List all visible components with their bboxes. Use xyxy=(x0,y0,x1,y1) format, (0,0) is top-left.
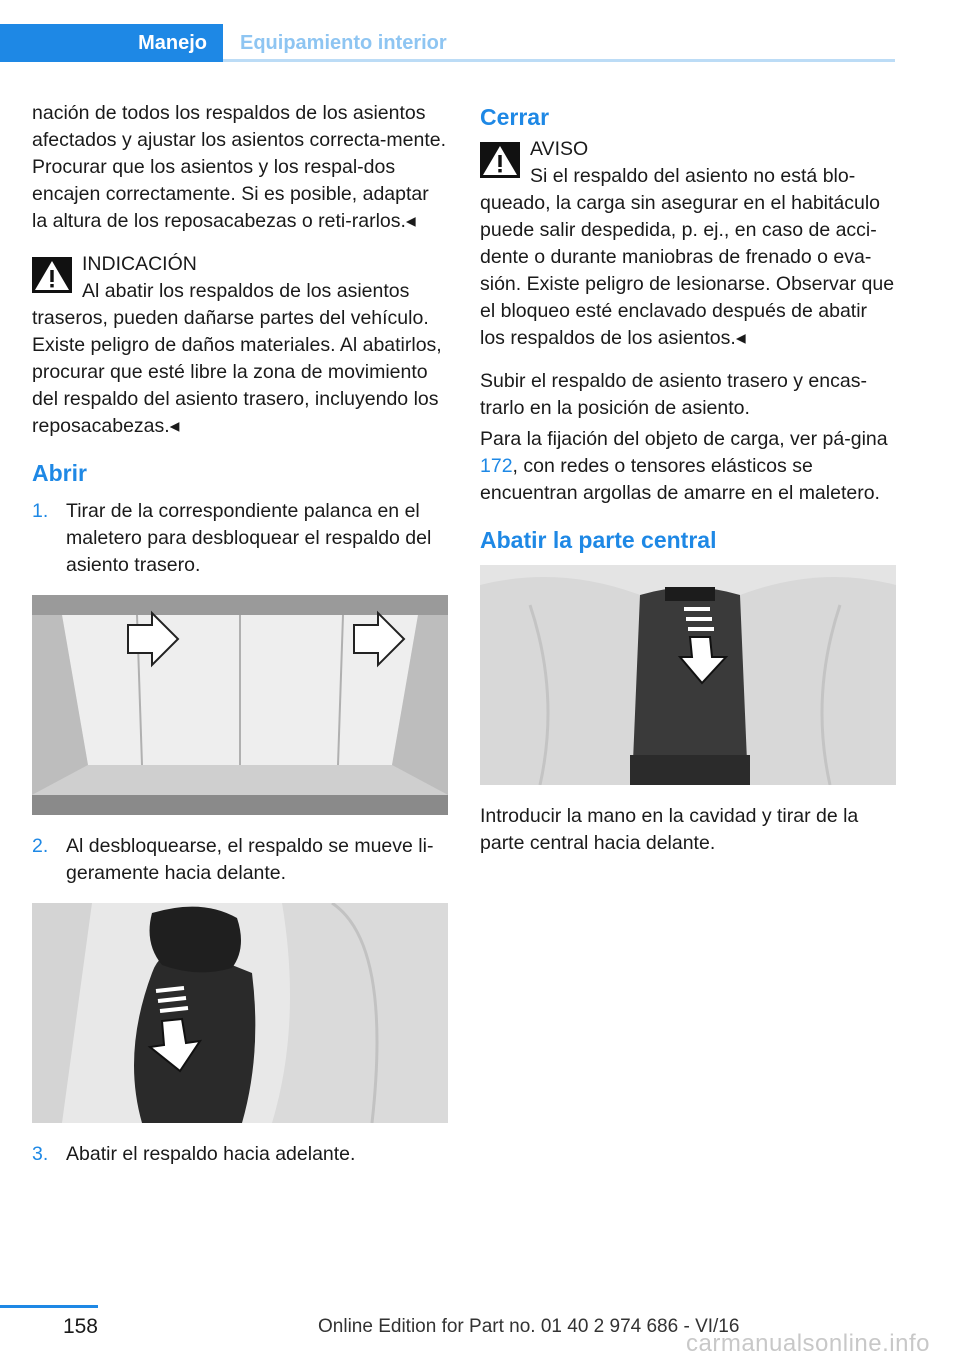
step-number: 1. xyxy=(32,500,49,522)
header-tab-manejo[interactable]: Manejo xyxy=(0,24,223,62)
header-tab-equipamiento-interior[interactable]: Equipamiento interior xyxy=(240,31,447,54)
section-title-abrir: Abrir xyxy=(32,460,87,486)
seatback-figure xyxy=(32,903,448,1123)
warning-title: AVISO xyxy=(530,138,589,160)
footer-divider xyxy=(0,1305,98,1308)
warning-triangle-icon xyxy=(480,142,520,178)
step-item xyxy=(32,833,448,887)
center-section-figure xyxy=(480,565,896,785)
paragraph-subir-respaldo: Subir el respaldo de asiento trasero y encas-trarlo en la posición de asiento. xyxy=(480,370,867,419)
right-column xyxy=(480,100,896,873)
edition-info: Online Edition for Part no. 01 40 2 974 686 - VI/16 xyxy=(318,1316,740,1337)
notice-title: INDICACIÓN xyxy=(82,253,197,275)
section-title-abatir-parte-central: Abatir la parte central xyxy=(480,527,717,553)
page-number: 158 xyxy=(62,1315,98,1338)
watermark: carmanualsonline.info xyxy=(686,1330,930,1357)
paragraph-fijacion-carga xyxy=(480,426,896,507)
warning-triangle-icon xyxy=(32,257,72,293)
steps-list xyxy=(32,498,448,579)
steps-list-3 xyxy=(32,1141,448,1168)
steps-list-2 xyxy=(32,833,448,887)
page-header xyxy=(0,0,895,62)
step-text: Abatir el respaldo hacia adelante. xyxy=(66,1143,356,1165)
notice-block xyxy=(32,251,448,440)
header-divider xyxy=(223,59,895,62)
trunk-figure xyxy=(32,595,448,815)
intro-paragraph: nación de todos los respaldos de los asientos afectados y ajustar los asientos correcta-mente. Procurar que los asientos y los respal-dos encajen correctamente. Si es posible, adaptar la altura de los reposacabezas o reti-rarlos.◂ xyxy=(32,102,447,232)
step-item xyxy=(32,498,448,579)
paragraph-fijacion-text-2: , con redes o tensores elásticos se encuentran argollas de amarre en el maletero. xyxy=(480,455,880,504)
notice-text: Al abatir los respaldos de los asientos traseros, pueden dañarse partes del vehículo. Existe peligro de daños materiales. Al abatirlos, procurar que esté libre la zona de movimiento del respaldo del asiento trasero, incluyendo los reposacabezas.◂ xyxy=(32,280,442,437)
step-number: 3. xyxy=(32,1143,49,1165)
step-text: Al desbloquearse, el respaldo se mueve li-geramente hacia delante. xyxy=(66,835,434,884)
paragraph-introducir-mano: Introducir la mano en la cavidad y tirar de la parte central hacia delante. xyxy=(480,805,859,854)
warning-block xyxy=(480,136,896,352)
section-title-cerrar: Cerrar xyxy=(480,104,550,130)
page-reference-link[interactable]: 172 xyxy=(480,455,513,477)
warning-text: Si el respaldo del asiento no está blo-queado, la carga sin asegurar en el habitáculo puede salir despedida, p. ej., en caso de acci-dente o durante maniobras de frenado o eva-sión. Existe peligro de lesionarse. Observar que el bloqueo esté enclavado después de abatir los respaldos de los asientos.◂ xyxy=(480,165,895,349)
left-column xyxy=(32,100,448,1184)
step-text: Tirar de la correspondiente palanca en el maletero para desbloquear el respaldo del asiento trasero. xyxy=(66,500,432,576)
step-number: 2. xyxy=(32,835,49,857)
step-item xyxy=(32,1141,448,1168)
paragraph-fijacion-text-1: Para la fijación del objeto de carga, ver pá-gina xyxy=(480,428,888,450)
